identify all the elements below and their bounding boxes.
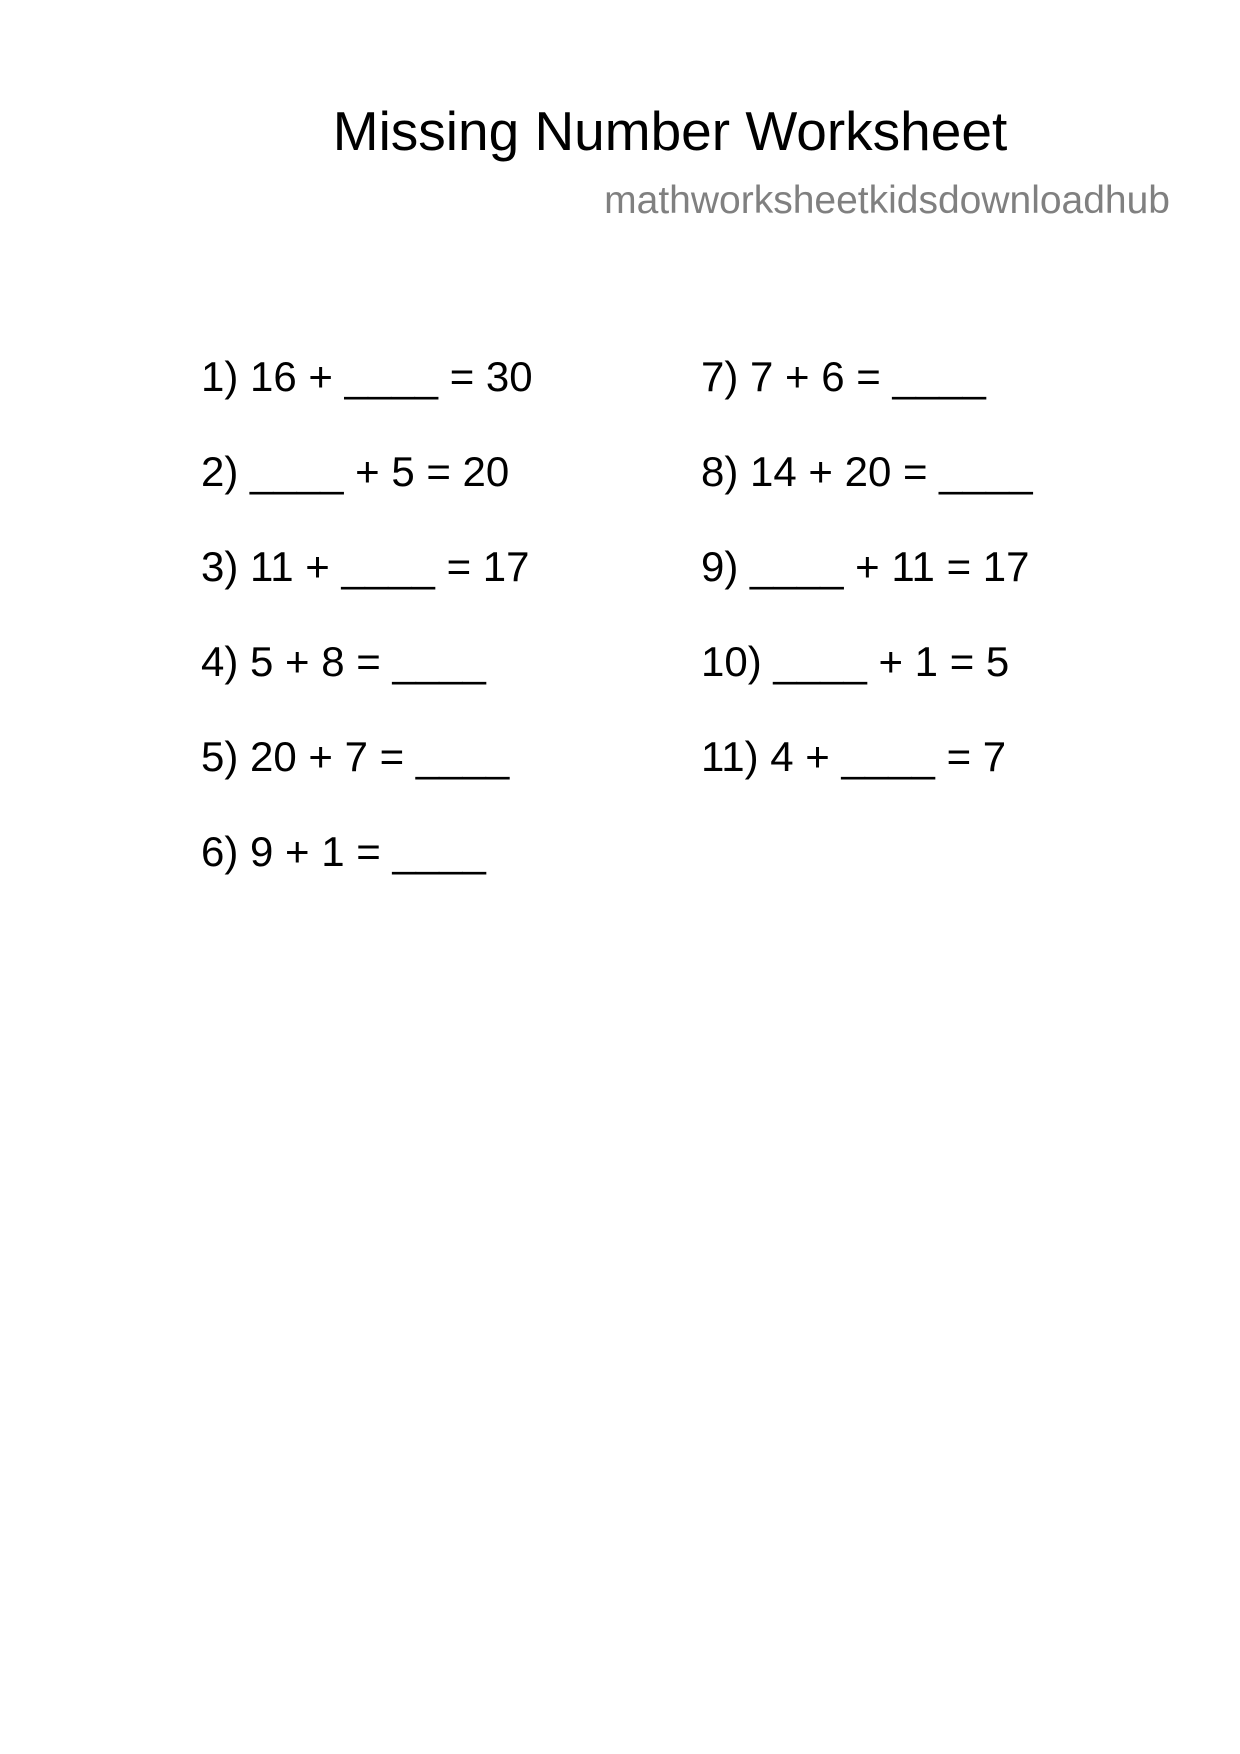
page-title: Missing Number Worksheet xyxy=(332,100,1008,162)
problem-4: 4) 5 + 8 = ____ xyxy=(201,638,486,685)
problem-6: 6) 9 + 1 = ____ xyxy=(201,828,486,875)
problem-11: 11) 4 + ____ = 7 xyxy=(701,733,1007,780)
problem-7: 7) 7 + 6 = ____ xyxy=(701,353,986,400)
problem-3: 3) 11 + ____ = 17 xyxy=(201,543,530,590)
problem-5: 5) 20 + 7 = ____ xyxy=(201,733,510,780)
problem-8: 8) 14 + 20 = ____ xyxy=(701,448,1033,495)
problem-2: 2) ____ + 5 = 20 xyxy=(201,448,510,495)
problem-9: 9) ____ + 11 = 17 xyxy=(701,543,1030,590)
problem-10: 10) ____ + 1 = 5 xyxy=(701,638,1010,685)
problem-1: 1) 16 + ____ = 30 xyxy=(201,353,533,400)
source-watermark: mathworksheetkidsdownloadhub xyxy=(604,179,1170,222)
